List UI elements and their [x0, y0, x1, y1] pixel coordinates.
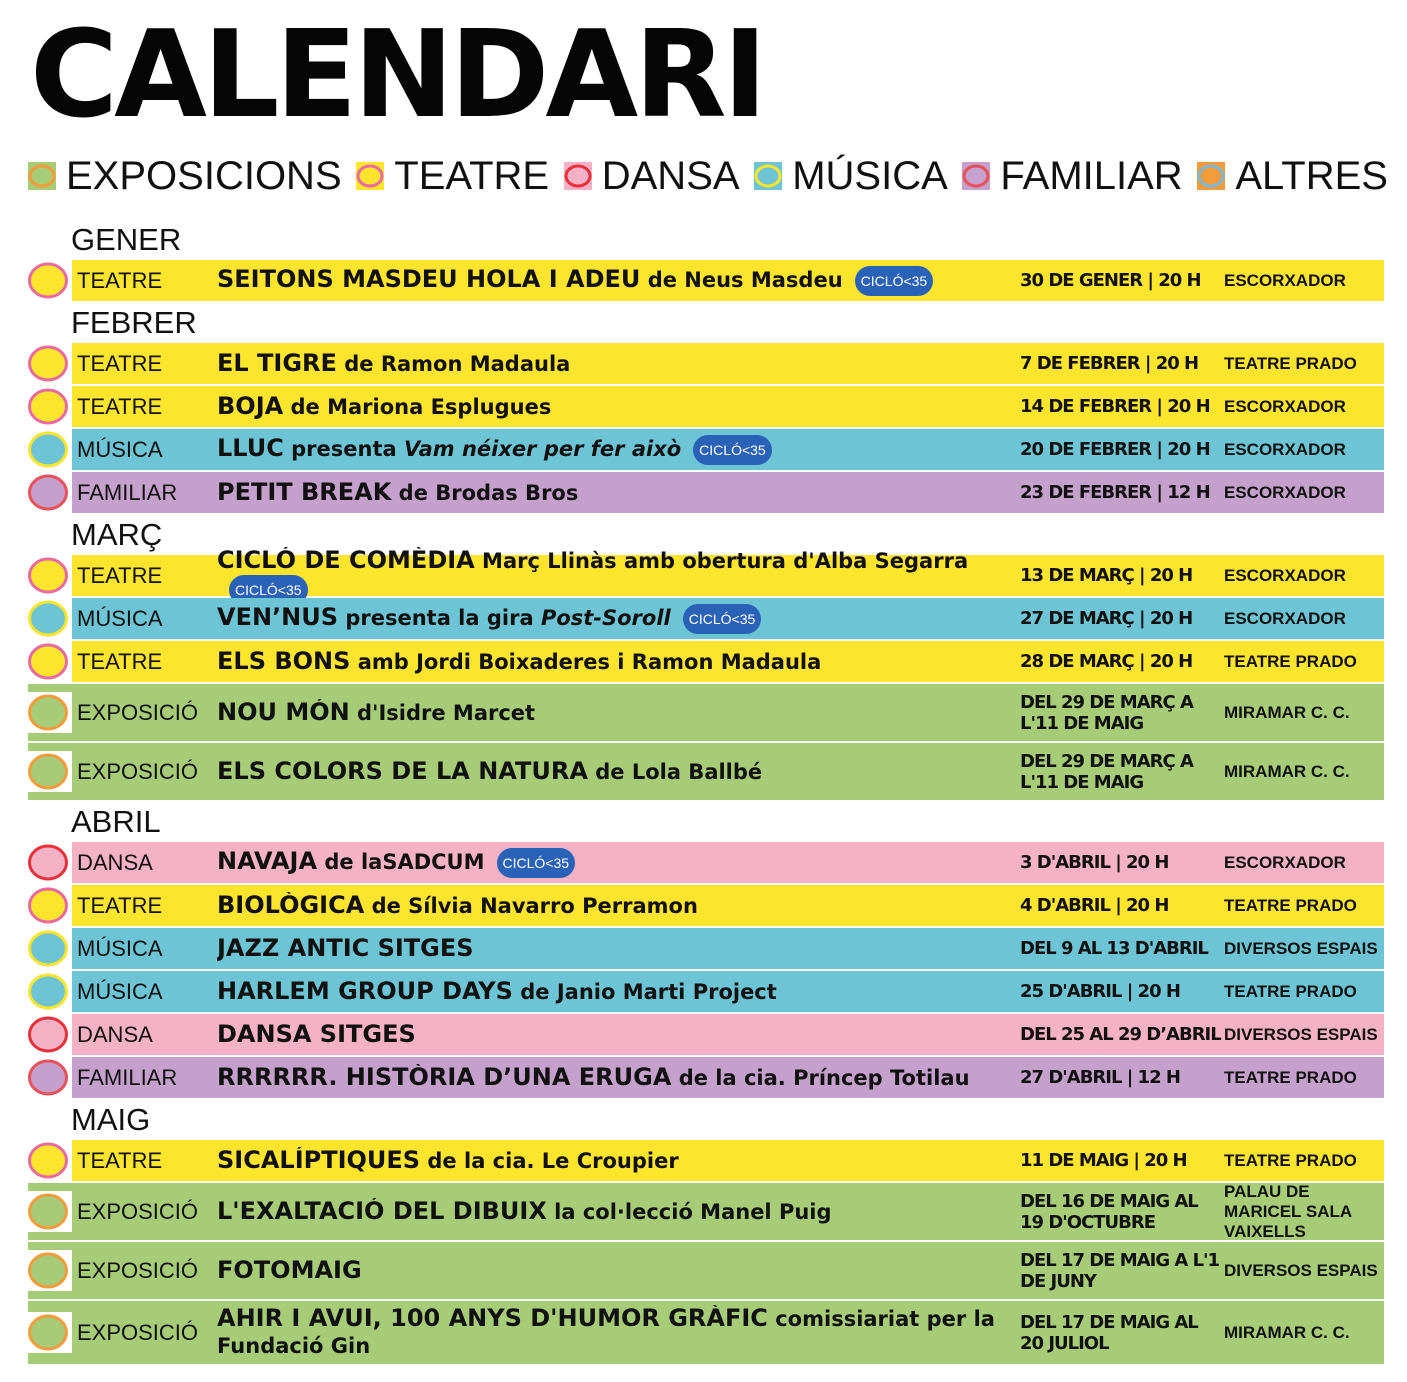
- event-name: JAZZ ANTIC SITGES: [217, 934, 474, 962]
- page-title: CALENDARI: [30, 6, 764, 145]
- event-date: 14 DE FEBRER | 20 H: [1020, 396, 1210, 417]
- event-category: TEATRE: [77, 1147, 163, 1173]
- event-row: [28, 1057, 1384, 1098]
- event-category: MÚSICA: [77, 436, 163, 462]
- event-name: AHIR I AVUI, 100 ANYS D'HUMOR GRÀFIC: [217, 1305, 768, 1332]
- event-name: NAVAJA: [217, 847, 318, 875]
- event-row: [28, 260, 1384, 301]
- legend-label: FAMILIAR: [1000, 154, 1183, 198]
- cicle-35-badge: CICLÓ<35: [229, 575, 308, 605]
- category-ring-icon: [28, 1250, 72, 1291]
- event-venue: TEATRE PRADO: [1224, 353, 1357, 373]
- event-title: [217, 1064, 1020, 1092]
- event-name: ELS COLORS DE LA NATURA: [217, 757, 588, 785]
- category-ring-icon: [28, 842, 72, 883]
- event-venue: DIVERSOS ESPAIS: [1224, 938, 1378, 958]
- event-name: RRRRRR. HISTÒRIA D’UNA ERUGA: [217, 1063, 672, 1091]
- event-title-text: [217, 1021, 416, 1049]
- event-row: [28, 743, 1384, 800]
- event-title: [217, 935, 1020, 963]
- category-ring-icon: [28, 751, 72, 792]
- event-date: 11 DE MAIG | 20 H: [1020, 1150, 1187, 1171]
- event-title: [217, 758, 1020, 786]
- event-category: DANSA: [77, 1021, 153, 1047]
- category-ring-icon: [28, 429, 72, 470]
- event-row: [28, 684, 1384, 741]
- event-venue: ESCORXADOR: [1224, 608, 1346, 628]
- event-subtitle: amb Jordi Boixaderes i Ramon Madaula: [350, 649, 822, 674]
- event-subtitle: de Sílvia Navarro Perramon: [364, 893, 698, 918]
- event-category: EXPOSICIÓ: [77, 1257, 199, 1283]
- event-venue: TEATRE PRADO: [1224, 1150, 1357, 1170]
- event-name: ELS BONS: [217, 647, 351, 675]
- category-ring-icon: [28, 1057, 72, 1098]
- event-title-text: [217, 1305, 1014, 1360]
- event-row: [28, 971, 1384, 1012]
- legend-swatch-icon: [356, 162, 384, 190]
- event-subtitle: presenta: [283, 436, 404, 461]
- category-ring-icon: [28, 971, 72, 1012]
- legend-item-música: [754, 152, 948, 200]
- legend-label: ALTRES: [1235, 154, 1388, 198]
- event-date: DEL 16 DE MAIG AL 19 D'OCTUBRE: [1020, 1190, 1198, 1233]
- event-name: L'EXALTACIÓ DEL DIBUIX: [217, 1197, 547, 1225]
- event-title: [217, 978, 1020, 1006]
- event-title-text: [217, 935, 474, 963]
- cicle-35-badge: CICLÓ<35: [693, 435, 772, 465]
- event-venue: ESCORXADOR: [1224, 852, 1346, 872]
- cicle-35-badge: CICLÓ<35: [855, 266, 934, 296]
- legend-swatch-icon: [28, 162, 56, 190]
- event-subtitle: de Lola Ballbé: [587, 759, 763, 784]
- event-subtitle: de la cia. Príncep Totilau: [671, 1065, 970, 1090]
- event-date: DEL 25 AL 29 D’ABRIL: [1020, 1024, 1221, 1045]
- event-title-text: [217, 892, 698, 920]
- event-subtitle: la col·lecció Manel Puig: [546, 1199, 832, 1224]
- event-name: LLUC: [217, 434, 284, 462]
- event-subtitle: Març Llinàs amb obertura d'Alba Segarra: [474, 548, 969, 573]
- event-title-text: [217, 699, 535, 727]
- event-title-text: [217, 547, 1014, 605]
- event-row: [28, 386, 1384, 427]
- event-name: NOU MÓN: [217, 698, 350, 726]
- event-title: [217, 479, 1020, 507]
- event-name: VEN’NUS: [217, 603, 339, 631]
- event-venue: TEATRE PRADO: [1224, 1067, 1357, 1087]
- event-category: MÚSICA: [77, 978, 163, 1004]
- legend-swatch-icon: [962, 162, 990, 190]
- event-date: 30 DE GENER | 20 H: [1020, 270, 1201, 291]
- event-row: [28, 1183, 1384, 1240]
- event-name: HARLEM GROUP DAYS: [217, 977, 513, 1005]
- legend-label: DANSA: [601, 154, 740, 198]
- event-category: FAMILIAR: [77, 479, 178, 505]
- event-date: 28 DE MARÇ | 20 H: [1020, 651, 1193, 672]
- event-name: CICLÓ DE COMÈDIA: [217, 546, 475, 574]
- category-ring-icon: [28, 885, 72, 926]
- event-title-text: [217, 758, 762, 786]
- event-date: DEL 29 DE MARÇ A L'11 DE MAIG: [1020, 750, 1193, 793]
- event-date: DEL 17 DE MAIG A L'1 DE JUNY: [1020, 1249, 1220, 1292]
- category-ring-icon: [28, 598, 72, 639]
- event-row: [28, 842, 1384, 883]
- event-title-text: [217, 1064, 970, 1092]
- event-title-text: [217, 393, 551, 421]
- event-category: EXPOSICIÓ: [77, 1198, 199, 1224]
- event-title-text: [217, 648, 821, 676]
- category-ring-icon: [28, 1014, 72, 1055]
- event-category: TEATRE: [77, 648, 163, 674]
- event-date: 7 DE FEBRER | 20 H: [1020, 353, 1199, 374]
- event-date: DEL 17 DE MAIG AL 20 JULIOL: [1020, 1311, 1198, 1354]
- event-title: [217, 1198, 1020, 1226]
- event-title-text: [217, 1257, 362, 1285]
- event-name: PETIT BREAK: [217, 478, 392, 506]
- event-category: TEATRE: [77, 562, 163, 588]
- event-venue: ESCORXADOR: [1224, 482, 1346, 502]
- event-subtitle: de Mariona Esplugues: [283, 394, 552, 419]
- category-legend: [28, 152, 1388, 200]
- event-subtitle: de Ramon Madaula: [336, 351, 571, 376]
- event-name: BOJA: [217, 392, 284, 420]
- event-venue: ESCORXADOR: [1224, 439, 1346, 459]
- event-row: [28, 429, 1384, 470]
- event-category: EXPOSICIÓ: [77, 758, 199, 784]
- event-row: [28, 472, 1384, 513]
- event-date: 23 DE FEBRER | 12 H: [1020, 482, 1210, 503]
- event-date: DEL 9 AL 13 D'ABRIL: [1020, 938, 1208, 959]
- event-category: FAMILIAR: [77, 1064, 178, 1090]
- legend-item-familiar: [962, 152, 1182, 200]
- event-name: SICALÍPTIQUES: [217, 1146, 421, 1174]
- event-title-text: [217, 1147, 679, 1175]
- event-category: DANSA: [77, 849, 153, 875]
- calendar-list: [28, 220, 1384, 1366]
- legend-swatch-icon: [754, 162, 782, 190]
- category-ring-icon: [28, 928, 72, 969]
- event-category: MÚSICA: [77, 605, 163, 631]
- month-heading: ABRIL: [71, 804, 161, 839]
- event-row: [28, 641, 1384, 682]
- event-date: 13 DE MARÇ | 20 H: [1020, 565, 1193, 586]
- event-subtitle: de Brodas Bros: [391, 480, 579, 505]
- event-category: TEATRE: [77, 350, 163, 376]
- category-ring-icon: [28, 1312, 72, 1353]
- legend-item-dansa: [564, 152, 740, 200]
- event-title-text: [217, 1198, 832, 1226]
- event-venue: DIVERSOS ESPAIS: [1224, 1260, 1378, 1280]
- month-heading: GENER: [71, 222, 182, 257]
- event-subtitle: presenta la gira: [338, 605, 541, 630]
- event-title: [217, 604, 1020, 634]
- event-subtitle: de Neus Masdeu: [640, 267, 843, 292]
- event-work-title: Post-Soroll: [540, 605, 671, 630]
- event-date: 27 DE MARÇ | 20 H: [1020, 608, 1193, 629]
- event-venue: ESCORXADOR: [1224, 565, 1346, 585]
- legend-item-altres: [1197, 152, 1388, 200]
- legend-swatch-icon: [564, 162, 592, 190]
- event-title: [217, 435, 1020, 465]
- event-category: EXPOSICIÓ: [77, 699, 199, 725]
- event-date: DEL 29 DE MARÇ A L'11 DE MAIG: [1020, 691, 1193, 734]
- event-date: 20 DE FEBRER | 20 H: [1020, 439, 1210, 460]
- event-row: [28, 546, 1384, 598]
- event-title: [217, 648, 1020, 676]
- category-ring-icon: [28, 1191, 72, 1232]
- legend-item-exposicions: [28, 152, 342, 200]
- event-name: DANSA SITGES: [217, 1020, 416, 1048]
- event-category: TEATRE: [77, 892, 163, 918]
- event-title-text: [217, 848, 575, 878]
- legend-item-teatre: [356, 152, 549, 200]
- category-ring-icon: [28, 343, 72, 384]
- event-title: [217, 393, 1020, 421]
- event-title-text: [217, 350, 570, 378]
- category-ring-icon: [28, 555, 72, 596]
- event-venue: TEATRE PRADO: [1224, 895, 1357, 915]
- event-title-text: [217, 604, 761, 634]
- event-row: [28, 928, 1384, 969]
- event-title: [217, 892, 1020, 920]
- event-subtitle: de laSADCUM: [317, 849, 485, 874]
- event-title: [217, 1021, 1020, 1049]
- category-ring-icon: [28, 472, 72, 513]
- event-venue: PALAU DE MARICEL SALA VAIXELLS: [1224, 1181, 1352, 1241]
- month-heading: FEBRER: [71, 305, 197, 340]
- event-venue: MIRAMAR C. C.: [1224, 702, 1350, 722]
- event-venue: TEATRE PRADO: [1224, 651, 1357, 671]
- event-category: TEATRE: [77, 267, 163, 293]
- event-date: 25 D'ABRIL | 20 H: [1020, 981, 1180, 1002]
- legend-label: TEATRE: [394, 154, 550, 198]
- category-ring-icon: [28, 692, 72, 733]
- category-ring-icon: [28, 260, 72, 301]
- event-title-text: [217, 435, 772, 465]
- event-venue: ESCORXADOR: [1224, 270, 1346, 290]
- event-title: [217, 699, 1020, 727]
- event-title: [217, 547, 1020, 605]
- event-subtitle: comissiariat per la Fundació Gin: [217, 1307, 995, 1358]
- legend-label: MÚSICA: [792, 154, 948, 198]
- event-row: [28, 598, 1384, 639]
- category-ring-icon: [28, 386, 72, 427]
- event-name: EL TIGRE: [217, 349, 337, 377]
- event-category: MÚSICA: [77, 935, 163, 961]
- cicle-35-badge: CICLÓ<35: [683, 604, 762, 634]
- event-title: [217, 1257, 1020, 1285]
- event-row: [28, 1242, 1384, 1299]
- event-row: [28, 343, 1384, 384]
- event-subtitle: d'Isidre Marcet: [349, 700, 536, 725]
- event-row: [28, 1140, 1384, 1181]
- event-row: [28, 1014, 1384, 1055]
- event-name: FOTOMAIG: [217, 1256, 362, 1284]
- event-category: TEATRE: [77, 393, 163, 419]
- event-date: 4 D'ABRIL | 20 H: [1020, 895, 1169, 916]
- event-title: [217, 848, 1020, 878]
- cicle-35-badge: CICLÓ<35: [497, 848, 576, 878]
- category-ring-icon: [28, 1140, 72, 1181]
- legend-label: EXPOSICIONS: [66, 154, 342, 198]
- event-title-text: [217, 978, 777, 1006]
- event-venue: TEATRE PRADO: [1224, 981, 1357, 1001]
- event-row: [28, 1301, 1384, 1364]
- event-title: [217, 1147, 1020, 1175]
- event-title: [217, 350, 1020, 378]
- event-row: [28, 885, 1384, 926]
- legend-swatch-icon: [1197, 162, 1225, 190]
- event-category: EXPOSICIÓ: [77, 1319, 199, 1345]
- category-ring-icon: [28, 641, 72, 682]
- month-heading: MARÇ: [71, 517, 163, 552]
- event-venue: DIVERSOS ESPAIS: [1224, 1024, 1378, 1044]
- event-title: [217, 1305, 1020, 1360]
- month-heading: MAIG: [71, 1102, 151, 1137]
- event-title-text: [217, 479, 578, 507]
- event-venue: ESCORXADOR: [1224, 396, 1346, 416]
- event-name: BIOLÒGICA: [217, 891, 365, 919]
- event-work-title: Vam néixer per fer això: [404, 436, 682, 461]
- event-subtitle: de la cia. Le Croupier: [420, 1148, 679, 1173]
- event-venue: MIRAMAR C. C.: [1224, 1322, 1350, 1342]
- event-title: [217, 266, 1020, 296]
- event-subtitle: de Janio Marti Project: [512, 979, 777, 1004]
- event-date: 3 D'ABRIL | 20 H: [1020, 852, 1169, 873]
- event-date: 27 D'ABRIL | 12 H: [1020, 1067, 1180, 1088]
- event-name: SEITONS MASDEU HOLA I ADEU: [217, 265, 641, 293]
- event-title-text: [217, 266, 933, 296]
- event-venue: MIRAMAR C. C.: [1224, 761, 1350, 781]
